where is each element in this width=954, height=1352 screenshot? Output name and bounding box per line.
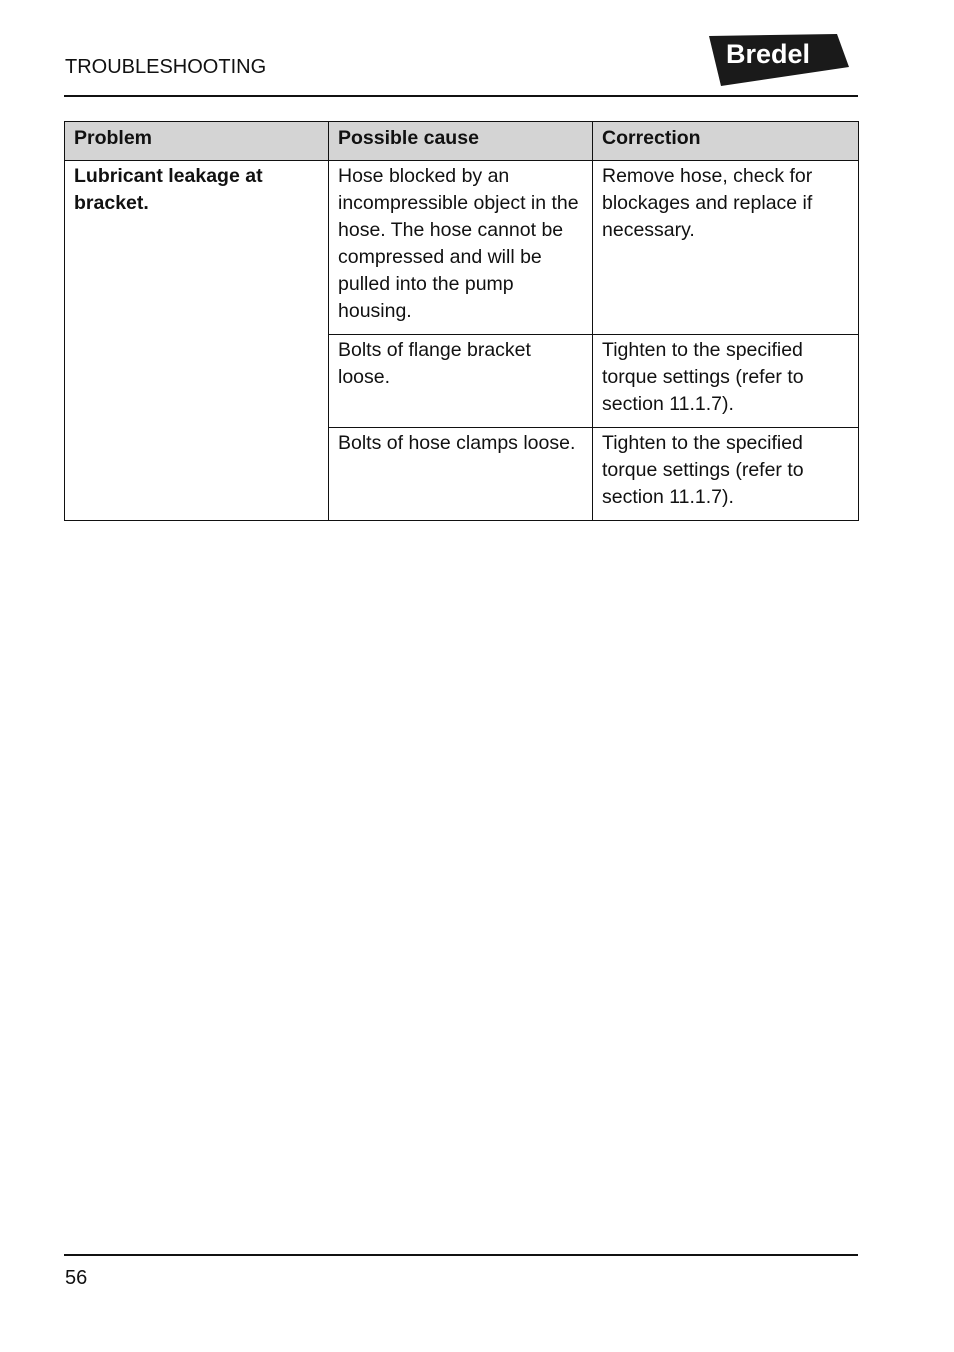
problem-cell: Lubricant leakage at bracket.: [65, 161, 329, 521]
cause-cell: Bolts of hose clamps loose.: [329, 428, 593, 521]
correction-cell: Tighten to the specified torque settings (refer to section 11.1.7).: [593, 428, 859, 521]
column-header-correction: Correction: [593, 122, 859, 161]
cause-cell: Bolts of flange bracket loose.: [329, 335, 593, 428]
table-header-row: [65, 122, 859, 161]
bredel-logo: [709, 34, 849, 86]
table-row: [65, 161, 859, 335]
correction-cell: Tighten to the specified torque settings (refer to section 11.1.7).: [593, 335, 859, 428]
column-header-problem: Problem: [65, 122, 329, 161]
logo-text: Bredel: [726, 39, 811, 69]
correction-cell: Remove hose, check for blockages and replace if necessary.: [593, 161, 859, 335]
section-title: TROUBLESHOOTING: [65, 56, 267, 78]
footer-rule: [64, 1254, 858, 1256]
troubleshooting-table: [64, 121, 859, 521]
page-number: 56: [65, 1267, 88, 1289]
cause-cell: Hose blocked by an incompressible object in the hose. The hose cannot be compressed and will be pulled into the pump housing.: [329, 161, 593, 335]
column-header-cause: Possible cause: [329, 122, 593, 161]
header-rule: [64, 95, 858, 97]
